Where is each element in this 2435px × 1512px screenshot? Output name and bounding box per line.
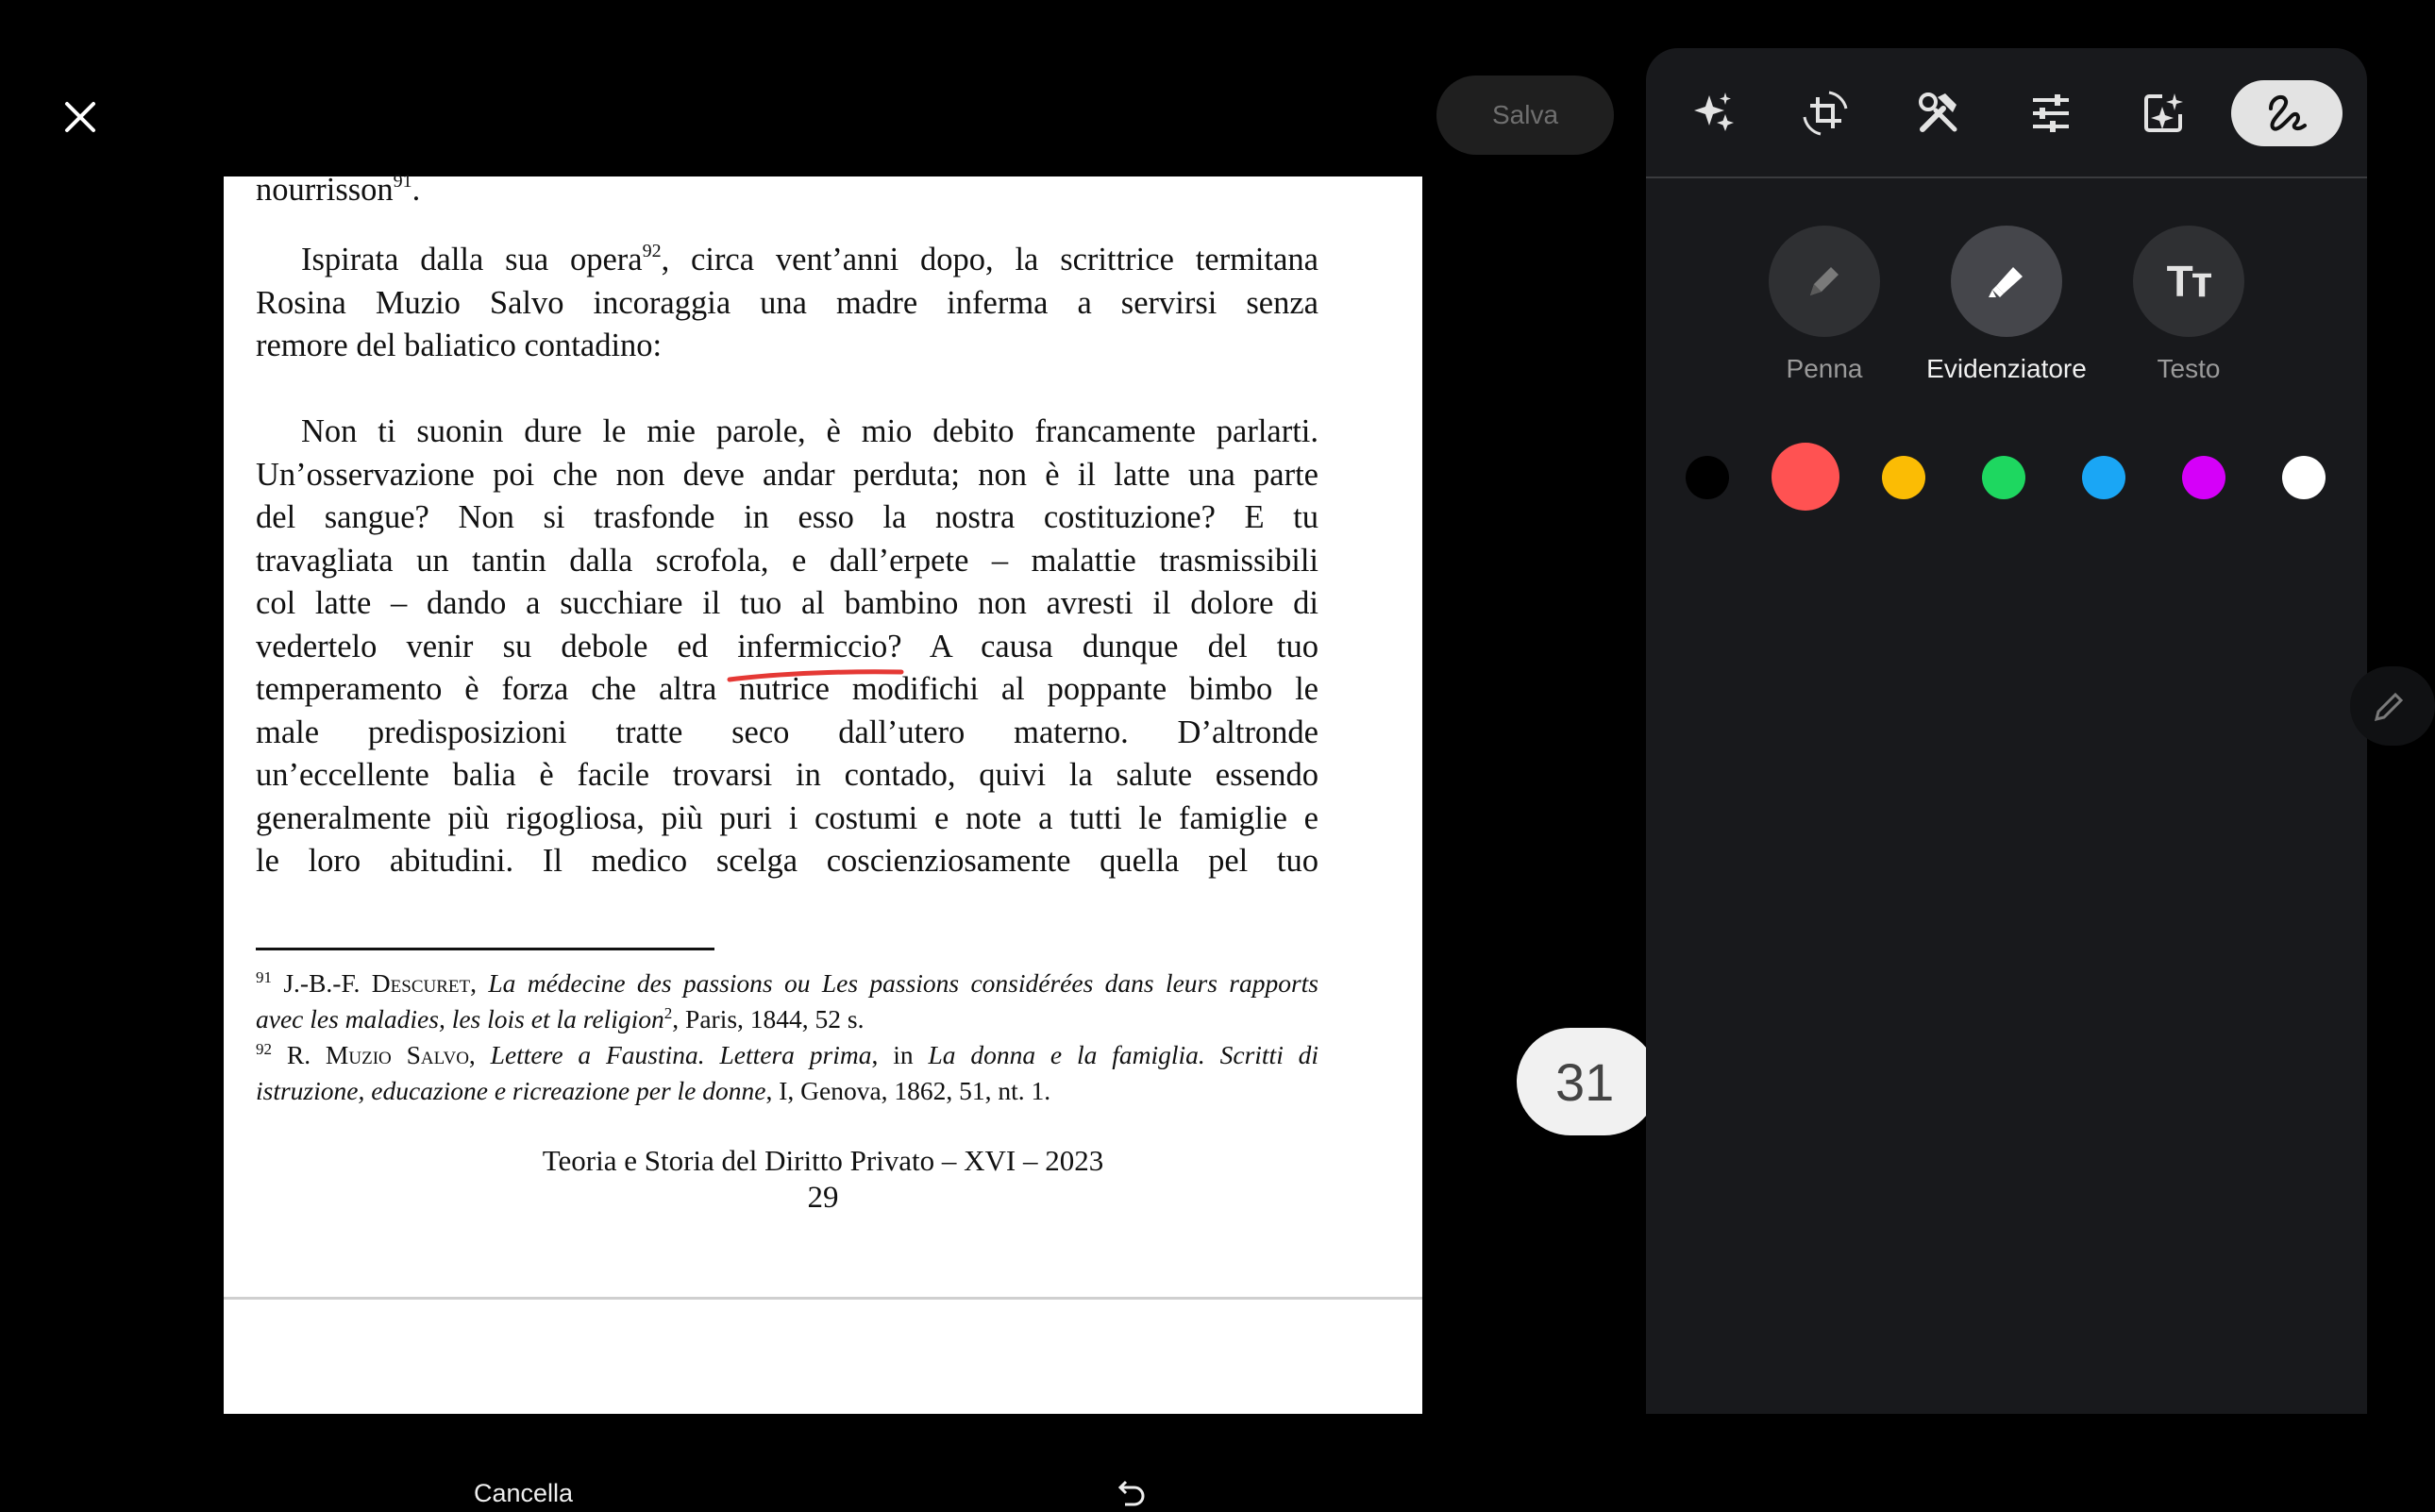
color-swatch-black[interactable] [1686, 456, 1729, 499]
quote-line: le loro abitudini. Il medico scelga coscienziosamente quella pel tuo [256, 843, 1318, 879]
save-button[interactable]: Salva [1436, 76, 1614, 155]
cancel-button[interactable]: Cancella [474, 1479, 574, 1507]
page-number: 29 [807, 1181, 839, 1215]
highlighter-button[interactable] [1951, 226, 2062, 337]
tool-label: Testo [2157, 354, 2221, 383]
footnote-92-cont: istruzione, educazione e ricreazione per le donne, I, Genova, 1862, 51, nt. 1. [256, 1076, 1051, 1105]
tool-label: Evidenziatore [1926, 354, 2087, 383]
document-line: remore del baliatico contadino: [256, 328, 663, 363]
quote-line: temperamento è forza che altra nutrice modifichi al poppante bimbo le [256, 671, 1318, 707]
color-swatch-white[interactable] [2282, 456, 2326, 499]
edge-edit-button[interactable] [2350, 666, 2435, 746]
tool-highlighter[interactable] [1912, 226, 2101, 384]
tool-text[interactable] [2094, 226, 2283, 384]
color-swatch-red[interactable] [1772, 443, 1839, 511]
document-line: Ispirata dalla sua opera$^{92}$, circa vent’anni dopo, la scrittrice termitana [301, 241, 1318, 277]
tab-crop[interactable] [1770, 80, 1881, 146]
tab-markup[interactable] [2231, 80, 2343, 146]
quote-line: generalmente più rigogliosa, più puri i costumi e note a tutti le famiglie e [256, 800, 1318, 836]
quote-line: un’eccellente balia è facile trovarsi in contado, quivi la salute essendo [256, 757, 1318, 793]
text-button[interactable] [2133, 226, 2244, 337]
document-line: nourrisson$^{91}$. [256, 171, 421, 208]
tab-add-photo[interactable] [2108, 80, 2219, 146]
highlight-stroke [726, 665, 905, 686]
pencil-icon [2371, 687, 2409, 725]
add-photo-icon [2140, 90, 2187, 137]
quote-line: male predisposizioni tratte seco dall’utero materno. D’altronde [256, 714, 1318, 750]
markup-icon [2263, 90, 2310, 137]
color-swatch-blue[interactable] [2082, 456, 2125, 499]
color-swatch-yellow[interactable] [1882, 456, 1925, 499]
crop-rotate-icon [1802, 90, 1849, 137]
footnote-92: $^{92}$ R. Muzio Salvo, Lettere a Faustina. Lettera prima, in La donna e la famiglia. Scritti di [256, 1040, 1319, 1069]
document-page[interactable] [224, 171, 1615, 1507]
close-icon [64, 101, 96, 133]
footnote-91-cont: avec les maladies, les lois et la religion$^2$, Paris, 1844, 52 s. [256, 1004, 865, 1033]
tool-pen[interactable] [1730, 226, 1919, 384]
quote-line: Non ti suonin dure le mie parole, è mio debito francamente parlarti. [301, 413, 1318, 449]
highlighter-icon [1983, 258, 2030, 305]
color-swatch-green[interactable] [1982, 456, 2025, 499]
editor-toolbar [1646, 48, 2367, 178]
tool-label: Penna [1786, 354, 1863, 383]
quote-line: col latte – dando a succhiare il tuo al bambino non avresti il dolore di [256, 585, 1318, 621]
pen-icon [1803, 260, 1846, 303]
panel-divider [1646, 176, 2367, 178]
journal-footer: Teoria e Storia del Diritto Privato – XVI – 2023 [542, 1144, 1104, 1177]
sparkle-icon [1690, 90, 1738, 137]
quote-line: travagliata un tantin dalla scrofola, e dall’erpete – malattie trasmissibili [256, 543, 1318, 579]
undo-icon[interactable] [1112, 1474, 1150, 1512]
adjust-icon [2027, 90, 2074, 137]
color-swatch-purple[interactable] [2182, 456, 2225, 499]
document-line: Rosina Muzio Salvo incoraggia una madre inferma a servirsi senza [256, 285, 1318, 321]
quote-line: Un’osservazione poi che non deve andar perduta; non è il latte una parte [256, 457, 1318, 493]
footnote-rule [256, 948, 714, 950]
page-badge[interactable]: 31 [1517, 1028, 1658, 1135]
close-button[interactable] [52, 89, 109, 145]
tools-icon [1915, 90, 1962, 137]
footnote-91: $^{91}$ J.-B.-F. Descuret, La médecine des passions ou Les passions considérées dans leurs rapports [256, 968, 1319, 998]
quote-line: del sangue? Non si trasfonde in esso la nostra costituzione? E tu [256, 499, 1318, 535]
edit-panel [1646, 48, 2367, 1414]
quote-line: vedertelo venir su debole ed infermiccio? A causa dunque del tuo [256, 629, 1318, 664]
pen-button[interactable] [1769, 226, 1880, 337]
tab-adjust[interactable] [1995, 80, 2107, 146]
tab-tools[interactable] [1883, 80, 1994, 146]
overlay-divider [224, 1297, 1422, 1300]
text-icon: Tт [2166, 257, 2211, 306]
tab-magic[interactable] [1658, 80, 1770, 146]
